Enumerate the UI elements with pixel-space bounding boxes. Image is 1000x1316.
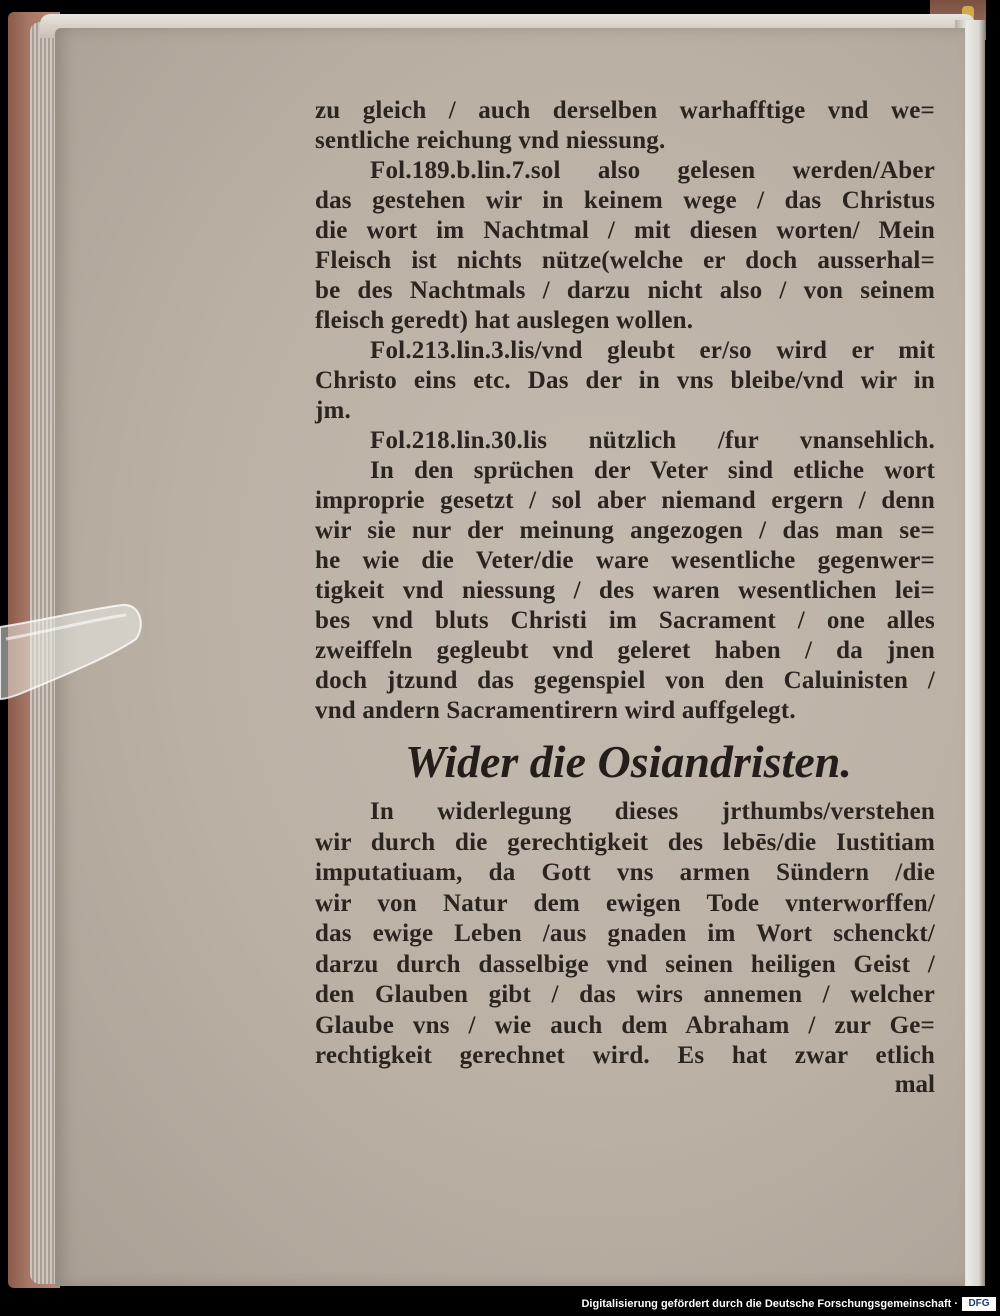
text-line: he wie die Veter/die ware wesentliche gegenwer= xyxy=(315,547,935,574)
body-text xyxy=(315,96,935,726)
section-heading: Wider die Osiandristen. xyxy=(405,736,852,787)
text-line: zweiffeln gegleubt vnd geleret haben / da jnen xyxy=(315,637,935,664)
text-line: vnd andern Sacramentirern wird auffgelegt. xyxy=(315,697,796,724)
text-line: sentliche reichung vnd niessung. xyxy=(315,127,666,154)
text-line: Christo eins etc. Das der in vns bleibe/vnd wir in xyxy=(315,367,935,394)
text-line: jm. xyxy=(315,397,352,424)
text-line: darzu durch dasselbige vnd seinen heiligen Geist / xyxy=(315,950,935,978)
text-line: wir von Natur dem ewigen Tode vnterworffen/ xyxy=(315,889,935,917)
text-line: wir sie nur der meinung angezogen / das man se= xyxy=(315,517,935,544)
funding-credit: Digitalisierung gefördert durch die Deutsche Forschungsgemeinschaft · xyxy=(581,1298,958,1310)
text-line: wir durch die gerechtigkeit des lebēs/die Iustitiam xyxy=(315,828,935,856)
text-line: die wort im Nachtmal / mit diesen worten/ Mein xyxy=(315,217,935,244)
text-line: In widerlegung dieses jrthumbs/verstehen xyxy=(370,798,935,825)
text-line: improprie gesetzt / sol aber niemand ergern / denn xyxy=(315,487,935,514)
footer-bar xyxy=(0,1290,1000,1316)
text-line: be des Nachtmals / darzu nicht also / von seinem xyxy=(315,277,935,304)
text-line: den Glauben gibt / das wirs annemen / welcher xyxy=(315,981,935,1008)
text-line: das ewige Leben /aus gnaden im Wort schenckt/ xyxy=(315,920,935,947)
text-line: bes vnd bluts Christi im Sacrament / one alles xyxy=(315,607,935,634)
text-line: doch jtzund das gegenspiel von den Caluinisten / xyxy=(315,667,935,694)
text-line: zu gleich / auch derselben warhafftige vnd we= xyxy=(315,97,935,124)
text-line: Fol.189.b.lin.7.sol also gelesen werden/Aber xyxy=(370,157,935,184)
section-text xyxy=(315,797,935,1072)
text-line: rechtigkeit gerechnet wird. Es hat zwar etlich xyxy=(315,1042,935,1069)
text-line: fleisch geredt) hat auslegen wollen. xyxy=(315,307,694,334)
page-holder-clip xyxy=(0,595,160,705)
text-line: tigkeit vnd niessung / des waren wesentlichen lei= xyxy=(315,577,935,604)
text-line: In den sprüchen der Veter sind etliche wort xyxy=(370,457,935,484)
text-line: Fol.218.lin.30.lis nützlich /fur vnansehlich. xyxy=(370,427,935,454)
text-line: imputatiuam, da Gott vns armen Sündern /die xyxy=(315,859,935,886)
text-line: Glaube vns / wie auch dem Abraham / zur Ge= xyxy=(315,1011,935,1039)
text-line: Fleisch ist nichts nütze(welche er doch ausserhal= xyxy=(315,247,935,274)
text-line: das gestehen wir in keinem wege / das Christus xyxy=(315,187,935,214)
catchword: mal xyxy=(894,1071,935,1098)
dfg-logo-icon: DFG xyxy=(962,1297,996,1311)
text-line: Fol.213.lin.3.lis/vnd gleubt er/so wird er mit xyxy=(370,337,935,364)
